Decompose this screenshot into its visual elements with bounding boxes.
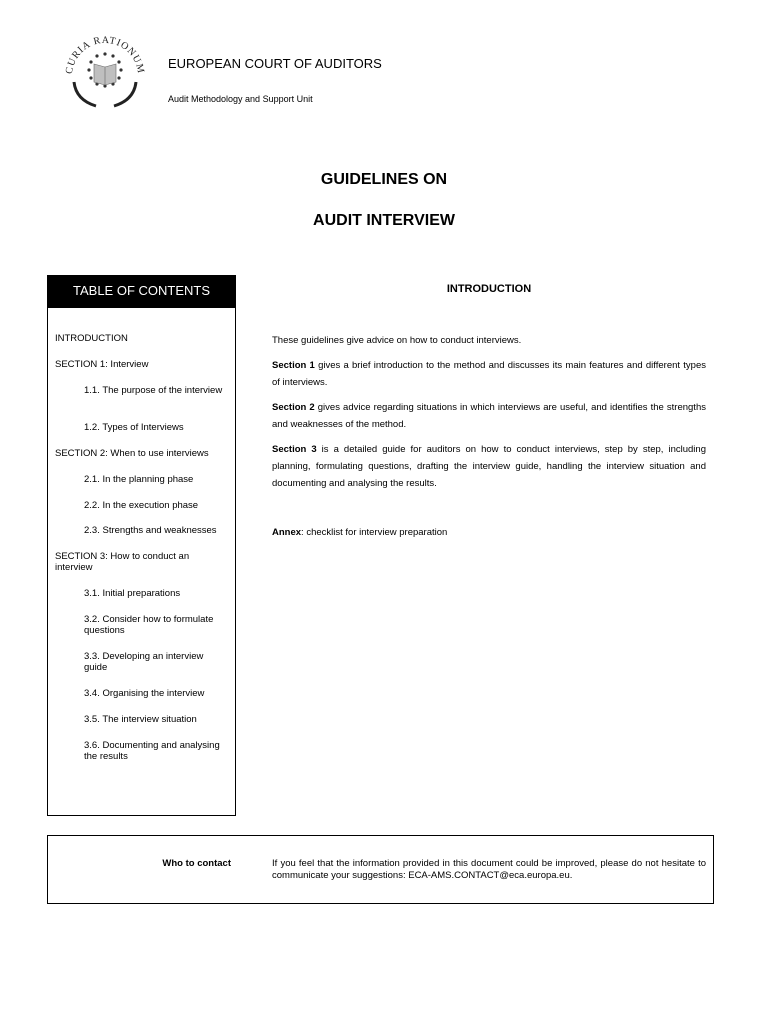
eca-logo bbox=[62, 36, 148, 110]
section1-label: Section 1 bbox=[272, 360, 315, 371]
section1-paragraph bbox=[272, 357, 706, 391]
toc-item-3-3[interactable]: 3.3. Developing an interview guide bbox=[84, 651, 204, 673]
toc-item-section-3[interactable]: SECTION 3: How to conduct an interview bbox=[55, 551, 190, 573]
document-title-line1: GUIDELINES ON bbox=[320, 171, 448, 188]
table-of-contents bbox=[47, 275, 236, 816]
section3-paragraph bbox=[272, 441, 706, 492]
toc-item-3-2[interactable]: 3.2. Consider how to formulate questions bbox=[84, 614, 214, 636]
toc-item-2-3[interactable]: 2.3. Strengths and weaknesses bbox=[84, 525, 217, 536]
annex-paragraph bbox=[272, 524, 706, 541]
toc-item-1-1[interactable]: 1.1. The purpose of the interview bbox=[84, 385, 223, 396]
section1-text: gives a brief introduction to the method and discusses its main features and different types of interviews. bbox=[272, 360, 706, 388]
section3-label: Section 3 bbox=[272, 444, 317, 455]
logo-text: CURIA RATIONUM bbox=[63, 36, 147, 75]
annex-label: Annex bbox=[272, 527, 302, 538]
toc-item-2-1[interactable]: 2.1. In the planning phase bbox=[84, 474, 194, 485]
toc-item-3-4[interactable]: 3.4. Organising the interview bbox=[84, 688, 205, 699]
toc-header: TABLE OF CONTENTS bbox=[48, 276, 235, 308]
section2-text: gives advice regarding situations in which interviews are useful, and identifies the strengths and weaknesses of the method. bbox=[272, 402, 706, 430]
toc-item-3-5[interactable]: 3.5. The interview situation bbox=[84, 714, 197, 725]
toc-item-1-2[interactable]: 1.2. Types of Interviews bbox=[84, 422, 184, 433]
section2-paragraph bbox=[272, 399, 706, 433]
toc-item-introduction[interactable]: INTRODUCTION bbox=[55, 333, 128, 344]
document-title-line2: AUDIT INTERVIEW bbox=[313, 212, 455, 229]
toc-item-section-2[interactable]: SECTION 2: When to use interviews bbox=[55, 448, 209, 459]
intro-paragraph bbox=[272, 332, 706, 349]
toc-item-3-1[interactable]: 3.1. Initial preparations bbox=[84, 588, 181, 599]
section3-text: is a detailed guide for auditors on how to conduct interviews, step by step, including planning, formulating questions, drafting the interview guide, handling the interview situation and documenting and analysing the results. bbox=[272, 444, 706, 489]
toc-item-3-6[interactable]: 3.6. Documenting and analysing the results bbox=[84, 740, 220, 762]
toc-item-section-1[interactable]: SECTION 1: Interview bbox=[55, 359, 149, 370]
intro-text: These guidelines give advice on how to conduct interviews. bbox=[272, 335, 522, 346]
contact-label: Who to contact bbox=[162, 858, 231, 869]
contact-text: If you feel that the information provided in this document could be improved, please do not hesitate to communicate your suggestions: ECA-AMS.CONTACT@eca.europa.eu. bbox=[272, 858, 706, 881]
organization-name: EUROPEAN COURT OF AUDITORS bbox=[168, 56, 382, 71]
section2-label: Section 2 bbox=[272, 402, 315, 413]
annex-text: : checklist for interview preparation bbox=[301, 527, 448, 538]
toc-item-2-2[interactable]: 2.2. In the execution phase bbox=[84, 500, 199, 511]
introduction-heading: INTRODUCTION bbox=[446, 283, 532, 295]
unit-name: Audit Methodology and Support Unit bbox=[168, 94, 313, 104]
